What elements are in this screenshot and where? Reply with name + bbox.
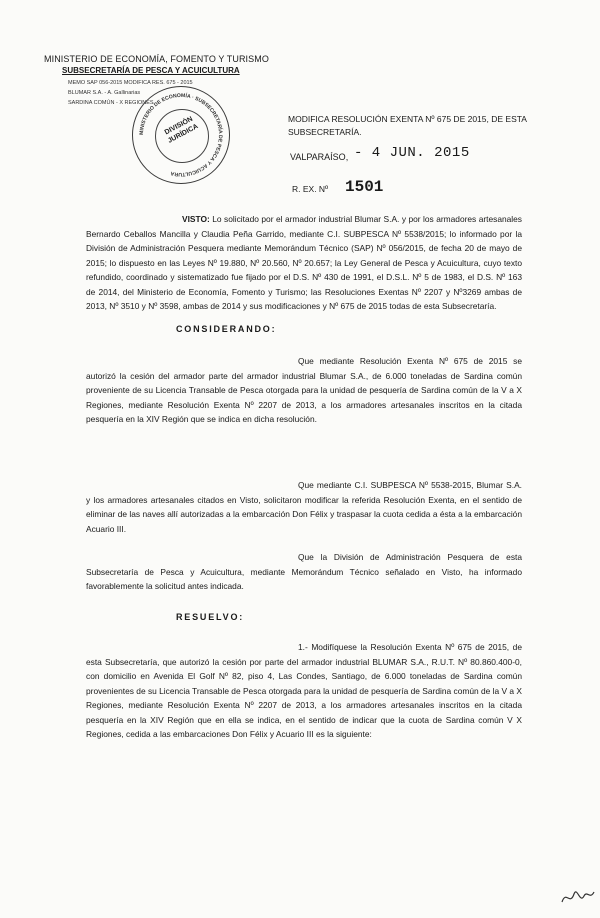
considerando-heading: CONSIDERANDO: — [176, 324, 277, 334]
division-juridica-stamp — [132, 86, 230, 184]
svg-text:MINISTERIO DE ECONOMÍA · SUBSE: MINISTERIO DE ECONOMÍA · SUBSECRETARÍA DE PESCA Y ACUICULTURA — [138, 92, 224, 178]
considerando-item-1: Que mediante Resolución Exenta Nº 675 de 2015 se autorizó la cesión del armador parte del armador industrial Blumar S.A., de 6.000 toneladas de Sardina común proveniente de su Licencia Transable de Pesca otorgada para la unidad de pesquería de Sardina común de la V a X Regiones, mediante Resolución Exenta Nº 2207 de 2013, a los armadores artesanales inscritos en la citada pesquería en la XIV Región que se indica en dicha resolución. — [86, 356, 522, 424]
visto-paragraph — [86, 212, 522, 314]
signature-mark — [558, 882, 598, 910]
date-stamp: - 4 JUN. 2015 — [354, 145, 470, 161]
subsecretaria-title: SUBSECRETARÍA DE PESCA Y ACUICULTURA — [62, 66, 240, 75]
considerando-item-3: Que la División de Administración Pesquera de esta Subsecretaría de Pesca y Acuicultura, mediante Memorándum Técnico señalado en Visto, ha informado favorablemente la solicitud antes indicada. — [86, 552, 522, 591]
rex-label: R. EX. Nº — [292, 184, 329, 194]
ref-line-3: SARDINA COMÚN - X REGIONES — [68, 100, 154, 106]
ref-line-2: BLUMAR S.A. - A. Gallinarias — [68, 90, 141, 96]
document-subject: MODIFICA RESOLUCIÓN EXENTA Nº 675 DE 2015, DE ESTA SUBSECRETARÍA. — [288, 114, 527, 137]
ref-line-1: MEMO SAP 056-2015 MODIFICA RES. 675 - 2015 — [68, 80, 193, 86]
resolution-number: 1501 — [345, 178, 384, 196]
resuelvo-item-1: 1.- Modifíquese la Resolución Exenta Nº 675 de 2015, de esta Subsecretaría, que autorizó la cesión por parte del armador industrial BLUMAR S.A., R.U.T. Nº 80.860.400-0, con domicilio en Avenida El Golf Nº 82, piso 4, Las Condes, Santiago, de 6.000 toneladas de Sardina común provenientes de su Licencia Transable de Pesca otorgada para la unidad de pesquería de Sardina común de la V a X Regiones, mediante Resolución Exenta Nº 2207 de 2013, a los armadores artesanales inscritos en la citada pesquería en la XIV Región que en ella se indica, en el sentido de indicar que la cuota de Sardina común V X Regiones, cedida a las embarcaciones Don Félix y Acuario III es la siguiente: — [86, 642, 522, 739]
stamp-label: DIVISIÓN JURÍDICA — [163, 115, 200, 145]
place-label: VALPARAÍSO, — [290, 152, 349, 162]
resuelvo-heading: RESUELVO: — [176, 612, 245, 622]
visto-label: VISTO: — [182, 214, 210, 224]
considerando-item-2: Que mediante C.I. SUBPESCA Nº 5538-2015, Blumar S.A. y los armadores artesanales citados en Visto, solicitaron modificar la referida Resolución Exenta, en el sentido de eliminar de las naves allí autorizadas a la embarcación Don Félix y traspasar la cuota cedida a ésta a la embarcación Acuario III. — [86, 480, 522, 534]
visto-text: Lo solicitado por el armador industrial Blumar S.A. y por los armadores artesanales Bernardo Ceballos Mancilla y Claudia Peña Garrido, mediante C.I. SUBPESCA Nº 5538/2015; lo informado por la División de Administración Pesquera mediante Memorándum Técnico (SAP) Nº 056/2015, de fecha 20 de mayo de 2015; lo dispuesto en las Leyes Nº 19.880, Nº 20.560, Nº 20.657; la Ley General de Pesca y Acuicultura, cuyo texto refundido, coordinado y sistematizado fue fijado por el D.S. Nº 430 de 1991, el D.S.L. Nº 5 de 1983, el D.S. Nº 163 de 2014, del Ministerio de Economía, Fomento y Turismo; las Resoluciones Exentas Nº 2207 y Nº3269 ambas de 2013, Nº 3510 y Nº 3598, ambas de 2014 y sus modificaciones y Nº 675 de 2015 todas de esta Subsecretaría. — [86, 214, 522, 311]
ministry-title: MINISTERIO DE ECONOMÍA, FOMENTO Y TURISMO — [44, 54, 269, 64]
